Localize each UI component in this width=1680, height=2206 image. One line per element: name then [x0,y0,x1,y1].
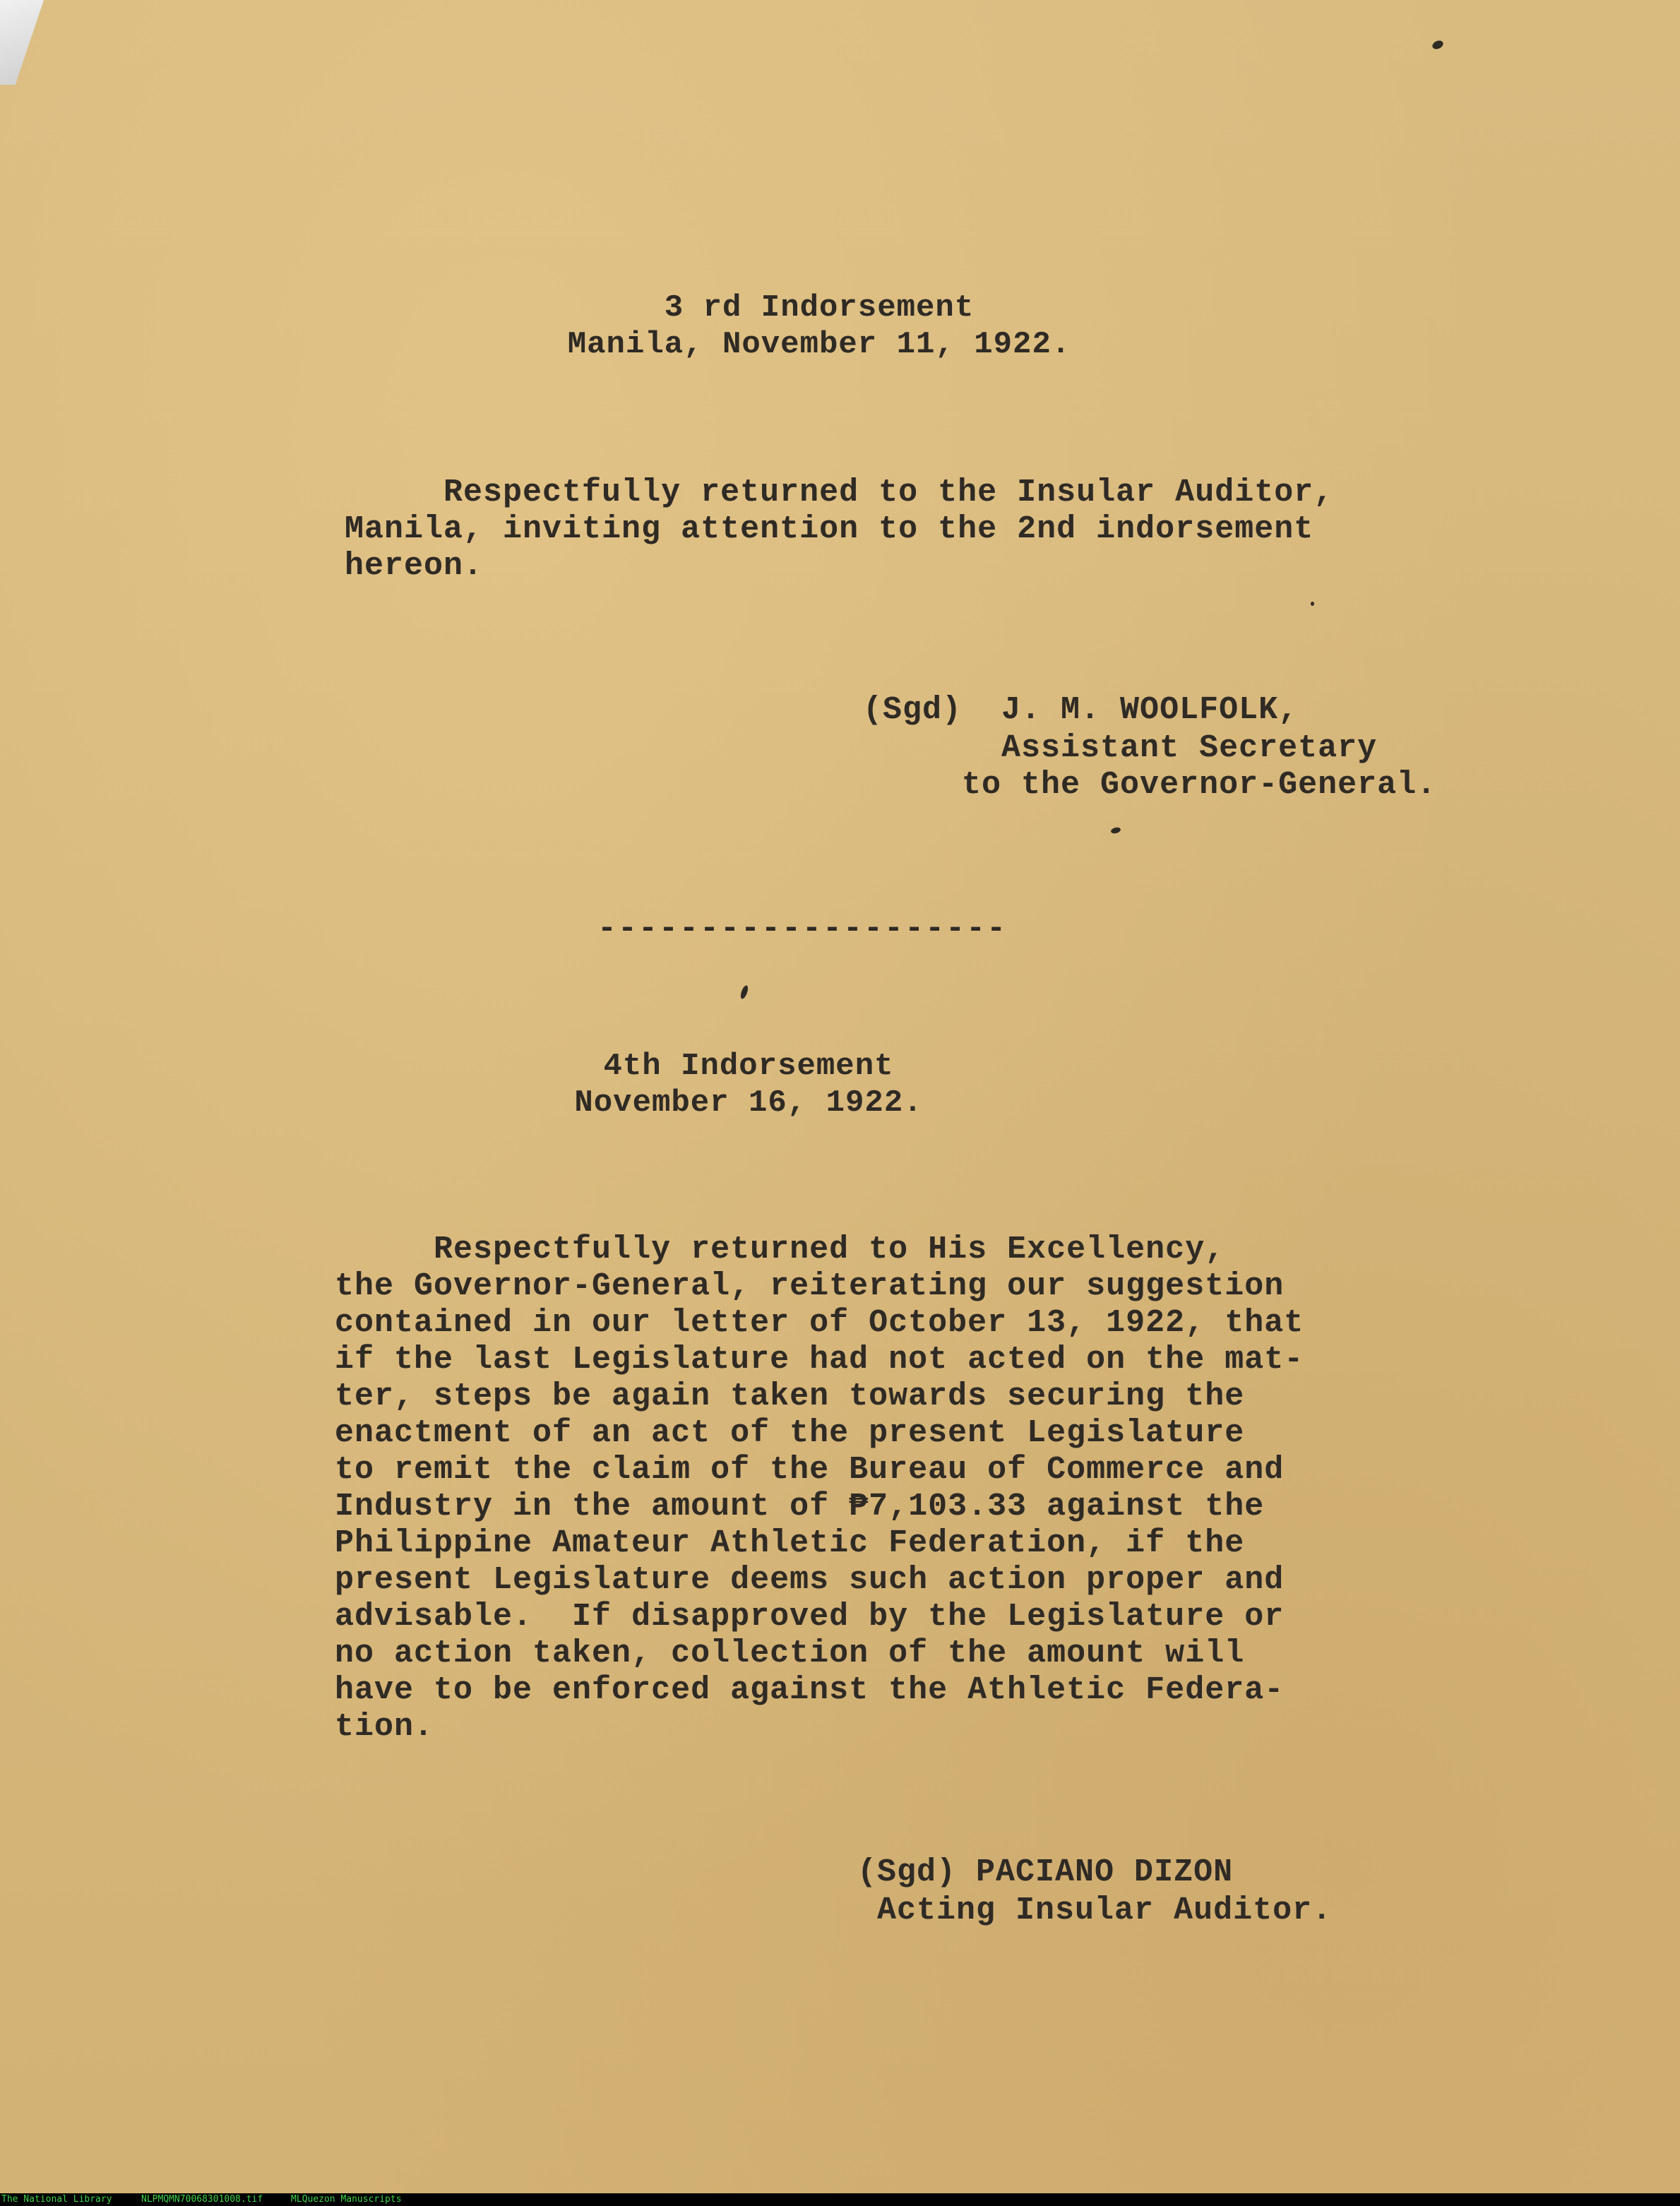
torn-corner [0,0,44,85]
indorsement-3-line: Respectfully returned to the Insular Auditor, [345,475,1334,511]
indorsement-4-line: enactment of an act of the present Legislature [335,1415,1245,1451]
indorsement-4-line: no action taken, collection of the amount will [335,1635,1245,1671]
indorsement-4-line: Industry in the amount of ₱7,103.33 against the [335,1489,1265,1525]
indorsement-4-line: advisable. If disapproved by the Legislature or [335,1599,1285,1635]
indorsement-4-line: contained in our letter of October 13, 1922, that [335,1305,1304,1341]
scan-footer [0,2193,1680,2206]
indorsement-4-line: Philippine Amateur Athletic Federation, if the [335,1525,1245,1561]
signature-line: (Sgd) PACIANO DIZON [857,1854,1234,1890]
footer-collection: MLQuezon Manuscripts [291,2194,402,2205]
indorsement-4-line: if the last Legislature had not acted on the mat- [335,1342,1304,1378]
indorsement-4-line: to remit the claim of the Bureau of Commerce and [335,1452,1285,1488]
signature-line: to the Governor-General. [863,767,1437,803]
indorsement-3-heading: 3 rd Indorsement [664,290,975,326]
indorsement-4-line: present Legislature deems such action proper and [335,1562,1285,1598]
indorsement-3-dateline: Manila, November 11, 1922. [567,327,1071,362]
footer-source: The National Library [1,2194,112,2205]
signature-line: (Sgd) J. M. WOOLFOLK, [863,692,1299,728]
ink-speck [1431,39,1444,51]
ink-speck [1311,602,1314,606]
indorsement-3-line: hereon. [345,548,484,584]
ink-speck [739,984,749,1000]
section-separator: -------------------- [597,911,1008,947]
indorsement-4-line: tion. [335,1709,434,1745]
indorsement-3-line: Manila, inviting attention to the 2nd indorsement [345,511,1314,547]
indorsement-4-line: have to be enforced against the Athletic Federa- [335,1672,1285,1708]
indorsement-4-line: Respectfully returned to His Excellency, [335,1232,1225,1268]
ink-speck [1110,826,1121,834]
indorsement-4-line: ter, steps be again taken towards securing the [335,1378,1245,1414]
signature-line: Assistant Secretary [863,730,1378,766]
footer-filename: NLPMQMN70068301008.tif [141,2194,263,2205]
indorsement-4-dateline: November 16, 1922. [574,1085,923,1121]
signature-line: Acting Insular Auditor. [857,1892,1333,1928]
indorsement-4-heading: 4th Indorsement [603,1049,894,1084]
indorsement-4-line: the Governor-General, reiterating our suggestion [335,1268,1285,1304]
